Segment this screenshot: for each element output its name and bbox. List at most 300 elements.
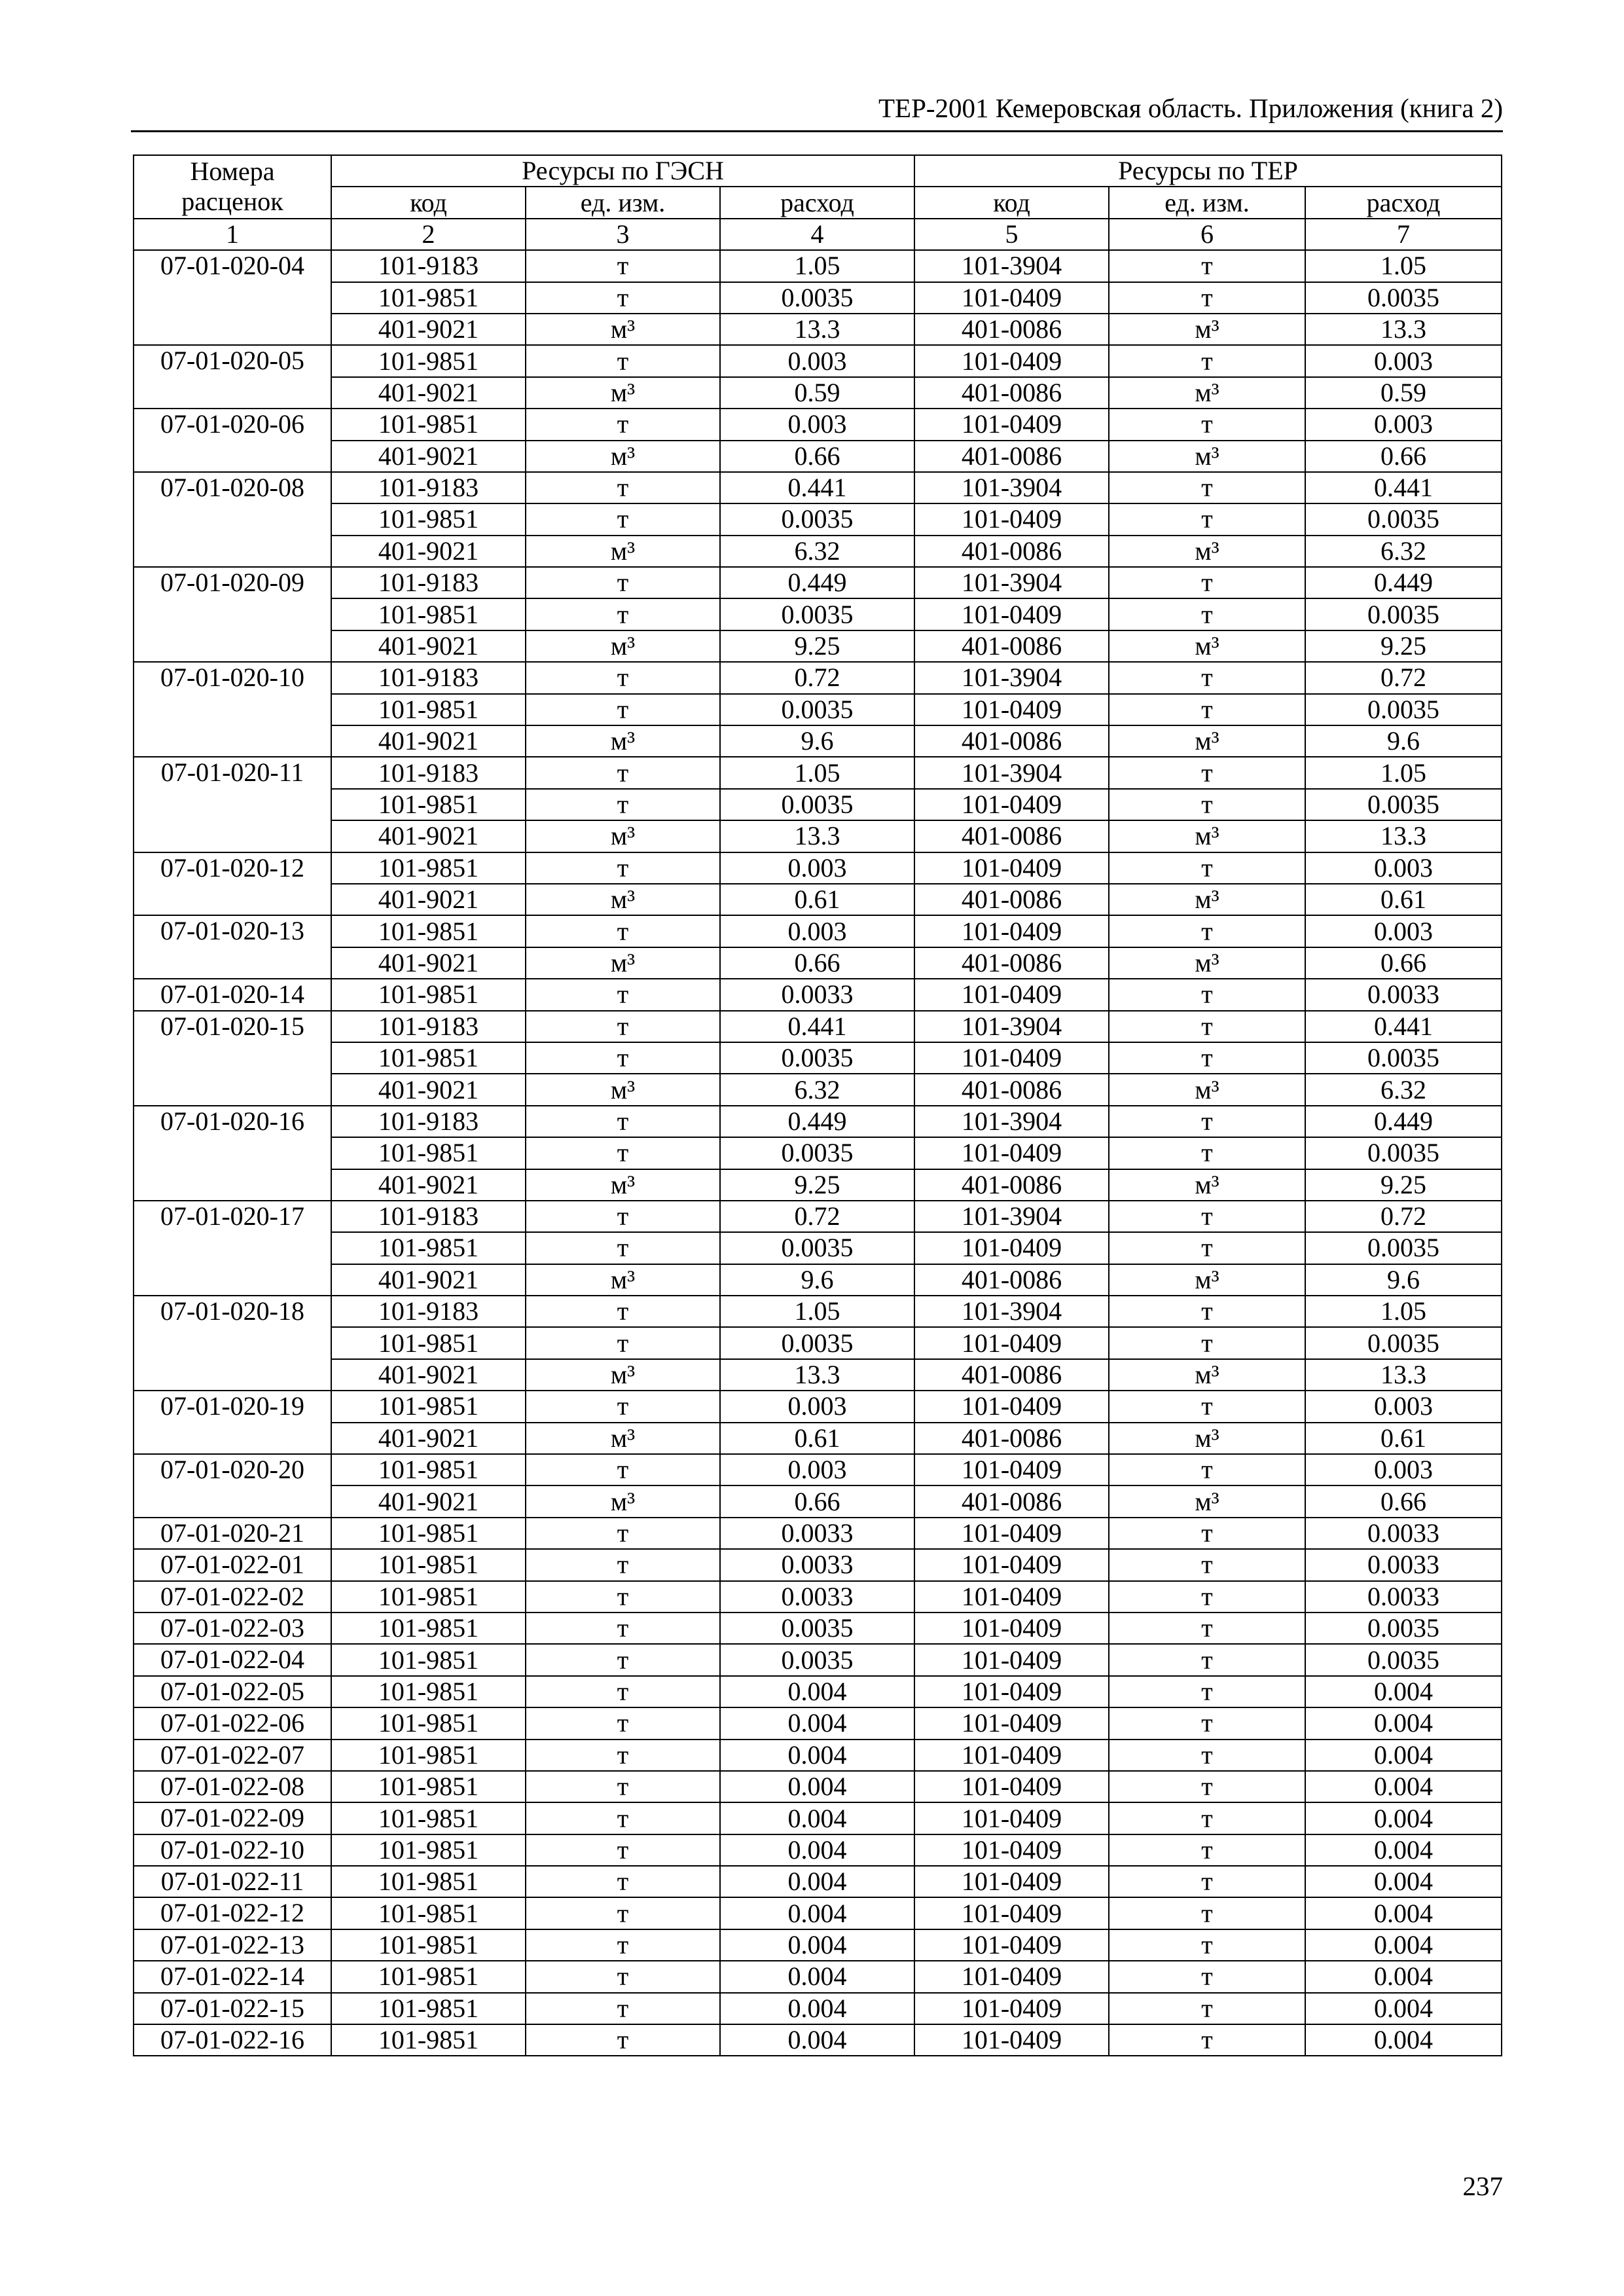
table-row xyxy=(134,1169,1502,1201)
ter-consumption-cell: 0.72 xyxy=(1305,1201,1502,1232)
ter-code-cell: 101-0409 xyxy=(914,1897,1109,1929)
ter-code-cell: 401-0086 xyxy=(914,1264,1109,1296)
gesn-consumption-cell: 0.003 xyxy=(720,409,914,440)
ter-code-cell: 101-0409 xyxy=(914,1771,1109,1802)
ter-code-cell: 101-0409 xyxy=(914,598,1109,630)
ter-unit-cell: м³ xyxy=(1109,630,1305,662)
ter-code-cell: 101-0409 xyxy=(914,1740,1109,1771)
gesn-consumption-cell: 13.3 xyxy=(720,1359,914,1391)
gesn-code-cell: 101-9851 xyxy=(331,1707,526,1739)
rate-number-cell: 07-01-022-07 xyxy=(134,1740,331,1771)
ter-consumption-cell: 0.003 xyxy=(1305,915,1502,947)
ter-code-cell: 101-3904 xyxy=(914,1201,1109,1232)
ter-unit-cell: т xyxy=(1109,503,1305,535)
ter-consumption-cell: 0.0035 xyxy=(1305,1613,1502,1644)
gesn-consumption-cell: 9.6 xyxy=(720,1264,914,1296)
gesn-code-cell: 401-9021 xyxy=(331,1264,526,1296)
gesn-consumption-cell: 0.004 xyxy=(720,1834,914,1866)
header-gesn-code: код xyxy=(331,187,526,218)
gesn-unit-cell: м³ xyxy=(526,1485,720,1517)
gesn-code-cell: 101-9183 xyxy=(331,567,526,598)
table-row xyxy=(134,1771,1502,1802)
table-row xyxy=(134,441,1502,472)
gesn-consumption-cell: 0.59 xyxy=(720,377,914,409)
ter-code-cell: 101-0409 xyxy=(914,1644,1109,1675)
gesn-code-cell: 101-9851 xyxy=(331,694,526,725)
rate-number-cell: 07-01-022-15 xyxy=(134,1993,331,2024)
gesn-code-cell: 101-9851 xyxy=(331,1232,526,1264)
ter-consumption-cell: 0.0035 xyxy=(1305,789,1502,820)
gesn-code-cell: 101-9851 xyxy=(331,1042,526,1074)
ter-unit-cell: т xyxy=(1109,1676,1305,1707)
resource-table xyxy=(133,155,1502,2056)
gesn-unit-cell: т xyxy=(526,1549,720,1580)
ter-unit-cell: т xyxy=(1109,789,1305,820)
table-row xyxy=(134,789,1502,820)
table-row xyxy=(134,1106,1502,1137)
table-row xyxy=(134,1011,1502,1042)
gesn-code-cell: 101-9851 xyxy=(331,1454,526,1485)
ter-unit-cell: т xyxy=(1109,1644,1305,1675)
ter-code-cell: 101-0409 xyxy=(914,1391,1109,1422)
ter-unit-cell: т xyxy=(1109,1929,1305,1961)
ter-consumption-cell: 0.004 xyxy=(1305,1929,1502,1961)
ter-code-cell: 401-0086 xyxy=(914,947,1109,979)
table-row xyxy=(134,409,1502,440)
gesn-unit-cell: т xyxy=(526,1707,720,1739)
gesn-unit-cell: м³ xyxy=(526,1423,720,1454)
ter-consumption-cell: 1.05 xyxy=(1305,250,1502,282)
ter-unit-cell: м³ xyxy=(1109,441,1305,472)
column-number: 5 xyxy=(914,219,1109,250)
ter-consumption-cell: 0.59 xyxy=(1305,377,1502,409)
gesn-unit-cell: м³ xyxy=(526,725,720,757)
gesn-consumption-cell: 0.61 xyxy=(720,884,914,915)
gesn-unit-cell: т xyxy=(526,1518,720,1549)
gesn-unit-cell: т xyxy=(526,1011,720,1042)
gesn-consumption-cell: 9.25 xyxy=(720,630,914,662)
gesn-consumption-cell: 0.449 xyxy=(720,1106,914,1137)
gesn-code-cell: 101-9183 xyxy=(331,1201,526,1232)
gesn-unit-cell: т xyxy=(526,1834,720,1866)
gesn-unit-cell: т xyxy=(526,1613,720,1644)
gesn-unit-cell: м³ xyxy=(526,441,720,472)
gesn-code-cell: 101-9183 xyxy=(331,250,526,282)
ter-consumption-cell: 0.004 xyxy=(1305,1676,1502,1707)
gesn-consumption-cell: 0.66 xyxy=(720,441,914,472)
ter-consumption-cell: 0.0035 xyxy=(1305,1137,1502,1169)
ter-code-cell: 401-0086 xyxy=(914,1169,1109,1201)
table-row xyxy=(134,1327,1502,1358)
ter-consumption-cell: 0.0035 xyxy=(1305,598,1502,630)
page-number: 237 xyxy=(1462,2171,1503,2201)
gesn-consumption-cell: 6.32 xyxy=(720,536,914,567)
ter-consumption-cell: 0.449 xyxy=(1305,567,1502,598)
gesn-code-cell: 101-9851 xyxy=(331,1866,526,1897)
table-row xyxy=(134,1423,1502,1454)
gesn-unit-cell: т xyxy=(526,1929,720,1961)
ter-unit-cell: т xyxy=(1109,1897,1305,1929)
table-row xyxy=(134,1897,1502,1929)
ter-code-cell: 101-3904 xyxy=(914,1011,1109,1042)
gesn-consumption-cell: 0.0033 xyxy=(720,1549,914,1580)
gesn-code-cell: 101-9851 xyxy=(331,915,526,947)
gesn-unit-cell: т xyxy=(526,852,720,884)
ter-code-cell: 101-0409 xyxy=(914,915,1109,947)
table-row xyxy=(134,1264,1502,1296)
ter-code-cell: 401-0086 xyxy=(914,1074,1109,1105)
ter-unit-cell: т xyxy=(1109,1834,1305,1866)
ter-code-cell: 101-0409 xyxy=(914,1137,1109,1169)
gesn-consumption-cell: 0.0035 xyxy=(720,1232,914,1264)
gesn-code-cell: 101-9851 xyxy=(331,1676,526,1707)
rate-number-cell: 07-01-022-03 xyxy=(134,1613,331,1644)
table-row xyxy=(134,757,1502,788)
gesn-unit-cell: м³ xyxy=(526,820,720,852)
gesn-consumption-cell: 0.004 xyxy=(720,1993,914,2024)
gesn-consumption-cell: 9.6 xyxy=(720,725,914,757)
document-header: ТЕР-2001 Кемеровская область. Приложения (книга 2) xyxy=(878,93,1503,123)
gesn-unit-cell: т xyxy=(526,1676,720,1707)
gesn-consumption-cell: 0.0035 xyxy=(720,598,914,630)
gesn-consumption-cell: 0.0035 xyxy=(720,694,914,725)
ter-consumption-cell: 0.0033 xyxy=(1305,1518,1502,1549)
gesn-code-cell: 401-9021 xyxy=(331,441,526,472)
gesn-code-cell: 101-9851 xyxy=(331,1771,526,1802)
gesn-unit-cell: т xyxy=(526,1042,720,1074)
gesn-consumption-cell: 0.004 xyxy=(720,1676,914,1707)
rate-number-cell: 07-01-022-11 xyxy=(134,1866,331,1897)
gesn-unit-cell: т xyxy=(526,1137,720,1169)
gesn-unit-cell: т xyxy=(526,1454,720,1485)
gesn-consumption-cell: 0.0035 xyxy=(720,282,914,314)
gesn-code-cell: 101-9851 xyxy=(331,282,526,314)
gesn-consumption-cell: 0.449 xyxy=(720,567,914,598)
rate-number-cell: 07-01-020-12 xyxy=(134,852,331,916)
gesn-unit-cell: м³ xyxy=(526,536,720,567)
ter-code-cell: 101-0409 xyxy=(914,1961,1109,1992)
ter-consumption-cell: 0.0035 xyxy=(1305,694,1502,725)
ter-unit-cell: т xyxy=(1109,567,1305,598)
ter-unit-cell: т xyxy=(1109,1011,1305,1042)
gesn-code-cell: 101-9851 xyxy=(331,409,526,440)
gesn-consumption-cell: 0.004 xyxy=(720,1897,914,1929)
rate-number-cell: 07-01-022-08 xyxy=(134,1771,331,1802)
ter-consumption-cell: 0.66 xyxy=(1305,441,1502,472)
gesn-consumption-cell: 0.441 xyxy=(720,1011,914,1042)
gesn-code-cell: 101-9183 xyxy=(331,662,526,693)
ter-unit-cell: т xyxy=(1109,409,1305,440)
ter-code-cell: 101-0409 xyxy=(914,1929,1109,1961)
table-row xyxy=(134,345,1502,376)
gesn-unit-cell: т xyxy=(526,598,720,630)
ter-unit-cell: т xyxy=(1109,1296,1305,1327)
ter-code-cell: 401-0086 xyxy=(914,884,1109,915)
gesn-code-cell: 101-9183 xyxy=(331,1106,526,1137)
gesn-unit-cell: т xyxy=(526,979,720,1010)
header-ter-consumption: расход xyxy=(1305,187,1502,218)
ter-unit-cell: м³ xyxy=(1109,1169,1305,1201)
ter-code-cell: 101-0409 xyxy=(914,1613,1109,1644)
ter-unit-cell: т xyxy=(1109,250,1305,282)
gesn-unit-cell: т xyxy=(526,472,720,503)
gesn-unit-cell: т xyxy=(526,1771,720,1802)
ter-unit-cell: т xyxy=(1109,1201,1305,1232)
ter-consumption-cell: 0.0033 xyxy=(1305,979,1502,1010)
ter-consumption-cell: 0.449 xyxy=(1305,1106,1502,1137)
gesn-unit-cell: м³ xyxy=(526,1264,720,1296)
gesn-code-cell: 401-9021 xyxy=(331,820,526,852)
gesn-code-cell: 101-9851 xyxy=(331,1613,526,1644)
gesn-consumption-cell: 0.004 xyxy=(720,1802,914,1834)
column-number: 6 xyxy=(1109,219,1305,250)
table-row xyxy=(134,567,1502,598)
ter-code-cell: 101-3904 xyxy=(914,757,1109,788)
table-row xyxy=(134,820,1502,852)
gesn-code-cell: 101-9851 xyxy=(331,1740,526,1771)
ter-code-cell: 401-0086 xyxy=(914,725,1109,757)
rate-number-cell: 07-01-020-13 xyxy=(134,915,331,979)
rate-number-cell: 07-01-020-06 xyxy=(134,409,331,472)
ter-unit-cell: м³ xyxy=(1109,1423,1305,1454)
gesn-consumption-cell: 0.441 xyxy=(720,472,914,503)
column-number: 2 xyxy=(331,219,526,250)
ter-consumption-cell: 0.0035 xyxy=(1305,282,1502,314)
gesn-code-cell: 101-9851 xyxy=(331,1961,526,1992)
gesn-code-cell: 101-9183 xyxy=(331,1296,526,1327)
gesn-code-cell: 101-9851 xyxy=(331,1834,526,1866)
ter-code-cell: 101-0409 xyxy=(914,345,1109,376)
rate-number-cell: 07-01-020-16 xyxy=(134,1106,331,1201)
gesn-code-cell: 101-9851 xyxy=(331,1993,526,2024)
gesn-consumption-cell: 0.004 xyxy=(720,1707,914,1739)
header-group-gesn: Ресурсы по ГЭСН xyxy=(331,155,914,187)
ter-code-cell: 101-0409 xyxy=(914,1454,1109,1485)
gesn-unit-cell: т xyxy=(526,1201,720,1232)
table-row xyxy=(134,884,1502,915)
ter-code-cell: 101-0409 xyxy=(914,1549,1109,1580)
gesn-consumption-cell: 0.72 xyxy=(720,1201,914,1232)
ter-consumption-cell: 0.0035 xyxy=(1305,503,1502,535)
rate-number-cell: 07-01-020-11 xyxy=(134,757,331,852)
gesn-code-cell: 101-9851 xyxy=(331,1327,526,1358)
ter-consumption-cell: 0.004 xyxy=(1305,1993,1502,2024)
ter-unit-cell: м³ xyxy=(1109,1485,1305,1517)
ter-code-cell: 401-0086 xyxy=(914,1485,1109,1517)
gesn-code-cell: 101-9851 xyxy=(331,1929,526,1961)
rate-number-cell: 07-01-022-13 xyxy=(134,1929,331,1961)
gesn-consumption-cell: 0.0033 xyxy=(720,1581,914,1613)
ter-consumption-cell: 0.004 xyxy=(1305,2024,1502,2056)
gesn-consumption-cell: 1.05 xyxy=(720,757,914,788)
ter-consumption-cell: 0.0035 xyxy=(1305,1644,1502,1675)
gesn-unit-cell: т xyxy=(526,1993,720,2024)
gesn-consumption-cell: 0.61 xyxy=(720,1423,914,1454)
ter-unit-cell: м³ xyxy=(1109,884,1305,915)
gesn-consumption-cell: 0.0035 xyxy=(720,1613,914,1644)
rate-number-cell: 07-01-020-17 xyxy=(134,1201,331,1296)
table-row xyxy=(134,1961,1502,1992)
gesn-unit-cell: т xyxy=(526,1740,720,1771)
gesn-unit-cell: м³ xyxy=(526,1359,720,1391)
table-row xyxy=(134,852,1502,884)
gesn-consumption-cell: 1.05 xyxy=(720,250,914,282)
gesn-consumption-cell: 0.004 xyxy=(720,2024,914,2056)
ter-code-cell: 101-0409 xyxy=(914,282,1109,314)
ter-consumption-cell: 0.004 xyxy=(1305,1866,1502,1897)
ter-consumption-cell: 0.0035 xyxy=(1305,1232,1502,1264)
rate-number-cell: 07-01-022-04 xyxy=(134,1644,331,1675)
ter-unit-cell: т xyxy=(1109,1518,1305,1549)
gesn-consumption-cell: 13.3 xyxy=(720,820,914,852)
gesn-consumption-cell: 0.003 xyxy=(720,852,914,884)
gesn-unit-cell: т xyxy=(526,2024,720,2056)
ter-consumption-cell: 0.0035 xyxy=(1305,1327,1502,1358)
table-row xyxy=(134,694,1502,725)
gesn-consumption-cell: 0.0033 xyxy=(720,1518,914,1549)
table-row xyxy=(134,598,1502,630)
header-gesn-consumption: расход xyxy=(720,187,914,218)
gesn-consumption-cell: 0.66 xyxy=(720,1485,914,1517)
table-row xyxy=(134,1549,1502,1580)
gesn-code-cell: 101-9851 xyxy=(331,852,526,884)
table-row xyxy=(134,1454,1502,1485)
header-ter-unit: ед. изм. xyxy=(1109,187,1305,218)
gesn-consumption-cell: 0.004 xyxy=(720,1740,914,1771)
gesn-unit-cell: м³ xyxy=(526,1074,720,1105)
ter-consumption-cell: 0.441 xyxy=(1305,472,1502,503)
rate-number-cell: 07-01-020-20 xyxy=(134,1454,331,1518)
gesn-code-cell: 401-9021 xyxy=(331,314,526,345)
ter-code-cell: 101-0409 xyxy=(914,1866,1109,1897)
ter-unit-cell: т xyxy=(1109,1137,1305,1169)
table-row xyxy=(134,1929,1502,1961)
table-row xyxy=(134,1993,1502,2024)
gesn-unit-cell: т xyxy=(526,1391,720,1422)
ter-unit-cell: т xyxy=(1109,1771,1305,1802)
table-row xyxy=(134,1644,1502,1675)
ter-code-cell: 101-0409 xyxy=(914,1581,1109,1613)
gesn-unit-cell: т xyxy=(526,915,720,947)
gesn-consumption-cell: 0.004 xyxy=(720,1961,914,1992)
gesn-code-cell: 101-9851 xyxy=(331,1518,526,1549)
ter-unit-cell: м³ xyxy=(1109,820,1305,852)
gesn-consumption-cell: 0.0035 xyxy=(720,1137,914,1169)
rate-number-cell: 07-01-020-09 xyxy=(134,567,331,662)
ter-consumption-cell: 0.004 xyxy=(1305,1740,1502,1771)
header-divider xyxy=(131,130,1503,132)
ter-code-cell: 101-3904 xyxy=(914,662,1109,693)
gesn-unit-cell: т xyxy=(526,789,720,820)
column-number: 7 xyxy=(1305,219,1502,250)
ter-code-cell: 101-3904 xyxy=(914,1296,1109,1327)
ter-unit-cell: м³ xyxy=(1109,1359,1305,1391)
ter-code-cell: 101-0409 xyxy=(914,1042,1109,1074)
ter-consumption-cell: 6.32 xyxy=(1305,536,1502,567)
ter-consumption-cell: 0.72 xyxy=(1305,662,1502,693)
table-row xyxy=(134,1676,1502,1707)
gesn-unit-cell: т xyxy=(526,1961,720,1992)
ter-consumption-cell: 0.004 xyxy=(1305,1834,1502,1866)
ter-unit-cell: т xyxy=(1109,1391,1305,1422)
ter-code-cell: 101-0409 xyxy=(914,1707,1109,1739)
rate-number-cell: 07-01-020-18 xyxy=(134,1296,331,1391)
ter-consumption-cell: 0.61 xyxy=(1305,1423,1502,1454)
table-body xyxy=(134,250,1502,2056)
rate-number-cell: 07-01-020-19 xyxy=(134,1391,331,1454)
gesn-consumption-cell: 0.0035 xyxy=(720,1042,914,1074)
ter-consumption-cell: 0.0035 xyxy=(1305,1042,1502,1074)
gesn-code-cell: 101-9851 xyxy=(331,1549,526,1580)
rate-number-cell: 07-01-022-05 xyxy=(134,1676,331,1707)
ter-code-cell: 401-0086 xyxy=(914,820,1109,852)
ter-unit-cell: т xyxy=(1109,1106,1305,1137)
ter-unit-cell: т xyxy=(1109,2024,1305,2056)
table-row xyxy=(134,536,1502,567)
gesn-code-cell: 101-9851 xyxy=(331,1644,526,1675)
ter-consumption-cell: 0.004 xyxy=(1305,1802,1502,1834)
table-row xyxy=(134,314,1502,345)
ter-consumption-cell: 0.003 xyxy=(1305,852,1502,884)
ter-unit-cell: т xyxy=(1109,852,1305,884)
table-row xyxy=(134,282,1502,314)
table-row xyxy=(134,1740,1502,1771)
ter-consumption-cell: 9.6 xyxy=(1305,1264,1502,1296)
ter-unit-cell: т xyxy=(1109,1993,1305,2024)
column-number: 1 xyxy=(134,219,331,250)
gesn-unit-cell: т xyxy=(526,1897,720,1929)
column-number: 3 xyxy=(526,219,720,250)
gesn-unit-cell: т xyxy=(526,282,720,314)
gesn-unit-cell: т xyxy=(526,567,720,598)
gesn-unit-cell: т xyxy=(526,662,720,693)
ter-unit-cell: т xyxy=(1109,345,1305,376)
gesn-unit-cell: т xyxy=(526,694,720,725)
ter-code-cell: 101-0409 xyxy=(914,979,1109,1010)
ter-code-cell: 401-0086 xyxy=(914,377,1109,409)
ter-consumption-cell: 0.003 xyxy=(1305,1391,1502,1422)
header-rate-numbers xyxy=(134,155,331,219)
ter-code-cell: 101-3904 xyxy=(914,567,1109,598)
rate-number-cell: 07-01-022-16 xyxy=(134,2024,331,2056)
gesn-unit-cell: т xyxy=(526,1802,720,1834)
table-row xyxy=(134,2024,1502,2056)
ter-unit-cell: т xyxy=(1109,1232,1305,1264)
table-row xyxy=(134,630,1502,662)
gesn-code-cell: 101-9851 xyxy=(331,1391,526,1422)
rate-number-cell: 07-01-020-05 xyxy=(134,345,331,409)
ter-code-cell: 101-0409 xyxy=(914,1993,1109,2024)
ter-unit-cell: т xyxy=(1109,282,1305,314)
ter-unit-cell: т xyxy=(1109,915,1305,947)
gesn-code-cell: 101-9851 xyxy=(331,1897,526,1929)
header-ter-code: код xyxy=(914,187,1109,218)
ter-code-cell: 101-0409 xyxy=(914,1518,1109,1549)
ter-consumption-cell: 9.6 xyxy=(1305,725,1502,757)
table-row xyxy=(134,1802,1502,1834)
table-row xyxy=(134,377,1502,409)
rate-number-cell: 07-01-020-14 xyxy=(134,979,331,1010)
gesn-unit-cell: м³ xyxy=(526,630,720,662)
ter-code-cell: 101-0409 xyxy=(914,789,1109,820)
gesn-code-cell: 401-9021 xyxy=(331,536,526,567)
gesn-unit-cell: т xyxy=(526,345,720,376)
gesn-code-cell: 401-9021 xyxy=(331,630,526,662)
gesn-consumption-cell: 0.003 xyxy=(720,1454,914,1485)
ter-consumption-cell: 0.003 xyxy=(1305,1454,1502,1485)
ter-unit-cell: м³ xyxy=(1109,536,1305,567)
ter-code-cell: 101-3904 xyxy=(914,472,1109,503)
